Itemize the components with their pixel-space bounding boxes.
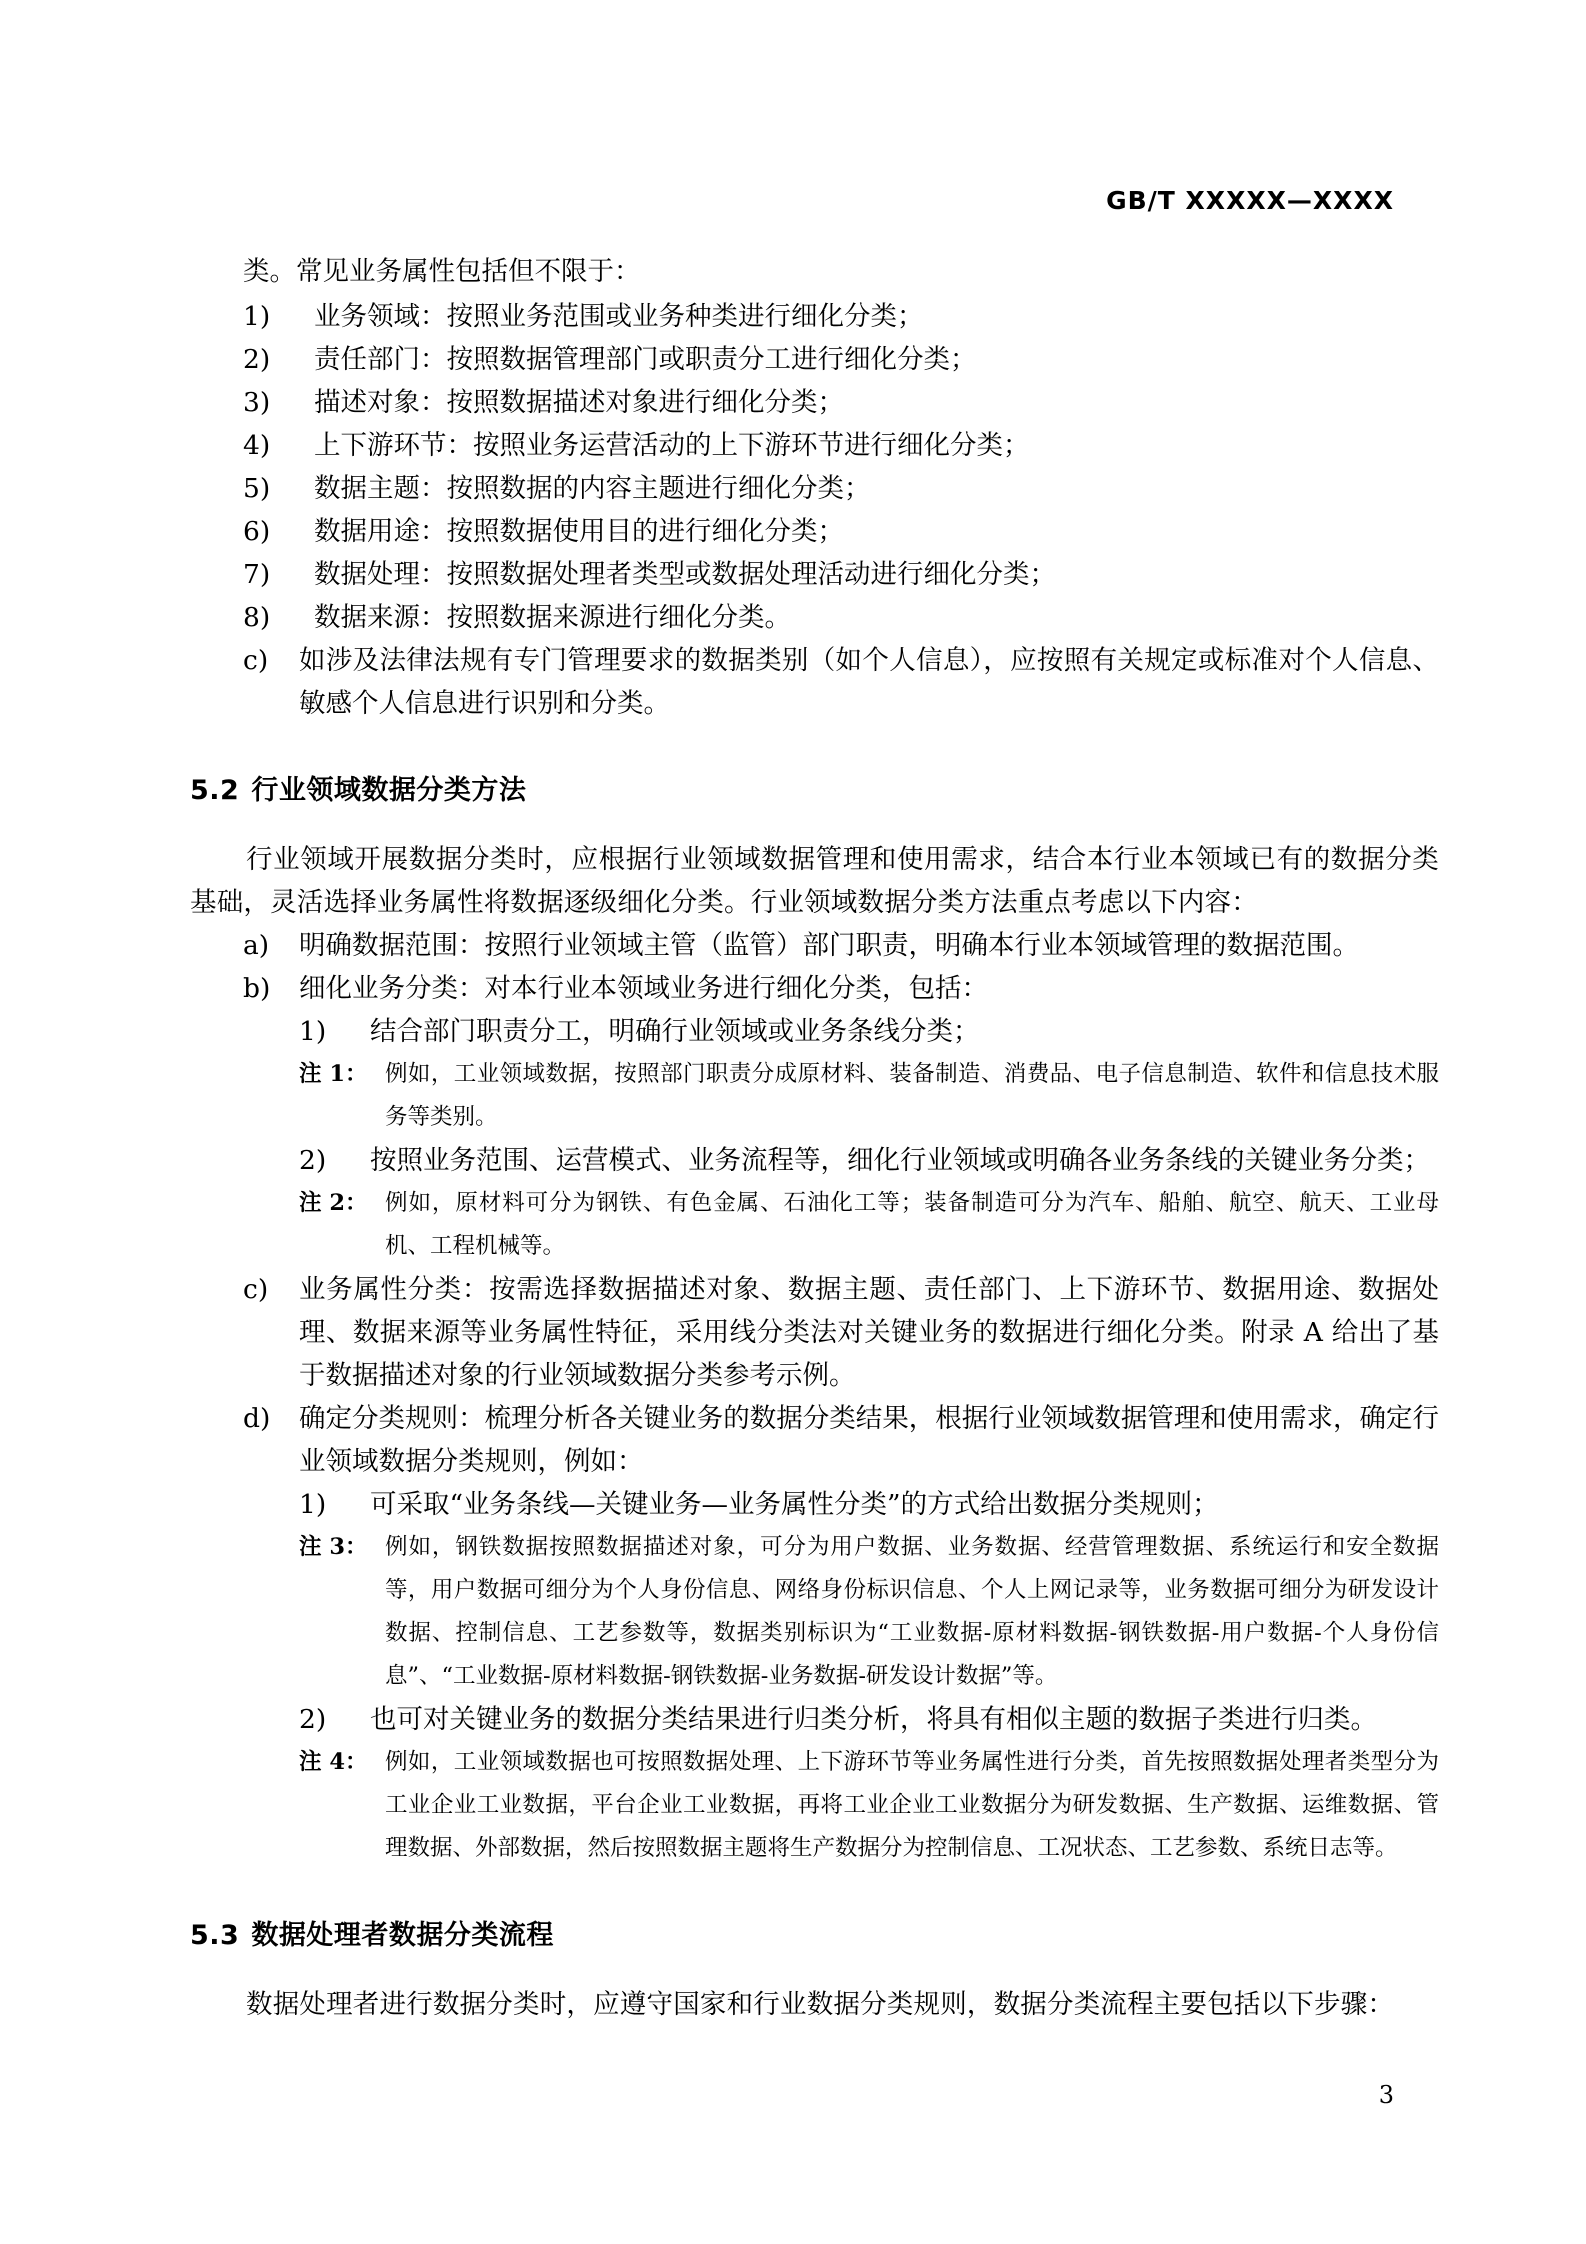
note-label: 注 2：: [299, 1190, 368, 1216]
list-marker: 2): [299, 1145, 327, 1176]
list-marker: a): [243, 930, 270, 961]
list-item-text: 描述对象：按照数据描述对象进行细化分类；: [314, 387, 844, 418]
note-text: 例如，工业领域数据也可按照数据处理、上下游环节等业务属性进行分类，首先按照数据处理者类型分为工业企业工业数据，平台企业工业数据，再将工业企业工业数据分为研发数据、生产数据、运维数据、管理数据、外部数据，然后按照数据主题将生产数据分为控制信息、工况状态、工艺参数、系统日志等。: [385, 1749, 1439, 1861]
spacer: [243, 812, 1439, 838]
list-item-text: 上下游环节：按照业务运营活动的上下游环节进行细化分类；: [314, 430, 1030, 461]
list-marker: 2): [299, 1704, 327, 1735]
spacer: [243, 1957, 1439, 1983]
note-text: 例如，工业领域数据，按照部门职责分成原材料、装备制造、消费品、电子信息制造、软件和信息技术服务等类别。: [385, 1061, 1439, 1130]
list-item-text: 业务属性分类：按需选择数据描述对象、数据主题、责任部门、上下游环节、数据用途、数据处理、数据来源等业务属性特征，采用线分类法对关键业务的数据进行细化分类。附录 A 给出了基于数据描述对象的行业领域数据分类参考示例。: [299, 1274, 1439, 1391]
note-text: 例如，钢铁数据按照数据描述对象，可分为用户数据、业务数据、经营管理数据、系统运行和安全数据等，用户数据可细分为个人身份信息、网络身份标识信息、个人上网记录等，业务数据可细分为研发设计数据、控制信息、工艺参数等，数据类别标识为“工业数据-原材料数据-钢铁数据-用户数据-个人身份信息”、“工业数据-原材料数据-钢铁数据-业务数据-研发设计数据”等。: [385, 1534, 1439, 1689]
list-item-text: 结合部门职责分工，明确行业领域或业务条线分类；: [370, 1016, 980, 1047]
list-marker: c): [243, 645, 269, 676]
list-item-c-previous: [243, 639, 1439, 725]
list-marker: 2): [243, 344, 271, 375]
list-item: [243, 467, 1439, 510]
list-item-b2: [299, 1139, 1439, 1182]
section-number: 5.3: [190, 1920, 240, 1951]
list-item-text: 业务领域：按照业务范围或业务种类进行细化分类；: [314, 301, 924, 332]
list-item-b1: [299, 1010, 1439, 1053]
section-number: 5.2: [190, 775, 240, 806]
list-item-a: [243, 924, 1439, 967]
list-marker: d): [243, 1403, 271, 1434]
list-marker: 1): [299, 1489, 327, 1520]
section-title: 行业领域数据分类方法: [251, 775, 527, 806]
section-53-intro-paragraph: 数据处理者进行数据分类时，应遵守国家和行业数据分类规则，数据分类流程主要包括以下步骤：: [246, 1989, 1395, 2020]
page-number: 3: [1378, 2081, 1394, 2109]
list-marker: b): [243, 973, 271, 1004]
list-item-c: [243, 1268, 1439, 1397]
spacer: [243, 1870, 1439, 1914]
section-heading-53: [190, 1914, 1439, 1957]
list-marker: 7): [243, 559, 271, 590]
section-heading-52: [190, 769, 1439, 812]
list-marker: c): [243, 1274, 269, 1305]
note-label: 注 3：: [299, 1534, 368, 1560]
list-item-text: 数据处理：按照数据处理者类型或数据处理活动进行细化分类；: [314, 559, 1056, 590]
list-item-text: 明确数据范围：按照行业领域主管（监管）部门职责，明确本行业本领域管理的数据范围。: [299, 930, 1359, 961]
list-item-text: 细化业务分类：对本行业本领域业务进行细化分类，包括：: [299, 973, 988, 1004]
section-52-intro-paragraph: 行业领域开展数据分类时，应根据行业领域数据管理和使用需求，结合本行业本领域已有的数据分类基础，灵活选择业务属性将数据逐级细化分类。行业领域数据分类方法重点考虑以下内容：: [190, 844, 1439, 918]
note-4: [299, 1741, 1439, 1870]
note-label: 注 4：: [299, 1749, 368, 1775]
list-item-text: 责任部门：按照数据管理部门或职责分工进行细化分类；: [314, 344, 977, 375]
list-item-text: 如涉及法律法规有专门管理要求的数据类别（如个人信息），应按照有关规定或标准对个人信息、敏感个人信息进行识别和分类。: [299, 645, 1439, 719]
business-attribute-list: [243, 295, 1439, 639]
list-item-d2: [299, 1698, 1439, 1741]
note-3: [299, 1526, 1439, 1698]
list-item-d1: [299, 1483, 1439, 1526]
list-marker: 6): [243, 516, 271, 547]
list-item-text: 也可对关键业务的数据分类结果进行归类分析，将具有相似主题的数据子类进行归类。: [370, 1704, 1377, 1735]
list-item-text: 确定分类规则：梳理分析各关键业务的数据分类结果，根据行业领域数据管理和使用需求，确定行业领域数据分类规则，例如：: [299, 1403, 1439, 1477]
list-item: [243, 553, 1439, 596]
list-item: [243, 424, 1439, 467]
list-item-text: 可采取“业务条线—关键业务—业务属性分类”的方式给出数据分类规则；: [370, 1489, 1219, 1520]
page-header-standard-code: GB/T XXXXX—XXXX: [1106, 186, 1394, 215]
list-marker: 1): [299, 1016, 327, 1047]
list-item: [243, 596, 1439, 639]
list-marker: 5): [243, 473, 271, 504]
list-item: [243, 510, 1439, 553]
page-content: [190, 250, 1439, 2026]
section-title: 数据处理者数据分类流程: [251, 1920, 554, 1951]
list-item-d: [243, 1397, 1439, 1483]
list-item-b: [243, 967, 1439, 1010]
list-item: [243, 381, 1439, 424]
list-item: [243, 338, 1439, 381]
list-marker: 3): [243, 387, 271, 418]
note-text: 例如，原材料可分为钢铁、有色金属、石油化工等；装备制造可分为汽车、船舶、航空、航天、工业母机、工程机械等。: [385, 1190, 1439, 1259]
spacer: [243, 725, 1439, 769]
note-label: 注 1：: [299, 1061, 368, 1087]
list-marker: 4): [243, 430, 271, 461]
list-item-text: 数据主题：按照数据的内容主题进行细化分类；: [314, 473, 871, 504]
note-1: [299, 1053, 1439, 1139]
continuation-line: 类。常见业务属性包括但不限于：: [243, 256, 641, 287]
list-item-text: 数据来源：按照数据来源进行细化分类。: [314, 602, 791, 633]
list-marker: 1): [243, 301, 271, 332]
list-marker: 8): [243, 602, 271, 633]
list-item-text: 数据用途：按照数据使用目的进行细化分类；: [314, 516, 844, 547]
list-item: [243, 295, 1439, 338]
note-2: [299, 1182, 1439, 1268]
list-item-text: 按照业务范围、运营模式、业务流程等，细化行业领域或明确各业务条线的关键业务分类；: [370, 1145, 1430, 1176]
